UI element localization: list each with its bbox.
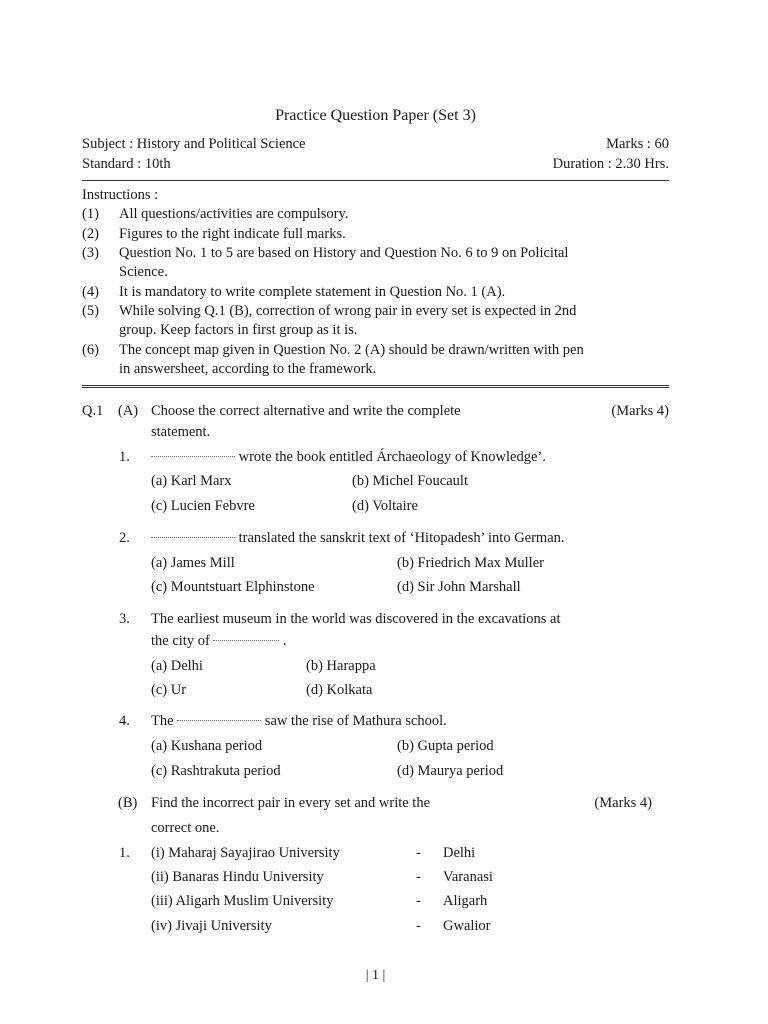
mcq-option: (d) Kolkata bbox=[306, 682, 373, 698]
pair-right: Aligarh bbox=[443, 893, 488, 909]
mcq-stem-text: The bbox=[151, 713, 178, 729]
pair-right: Varanasi bbox=[443, 869, 493, 885]
fill-blank bbox=[151, 537, 235, 538]
question-number: Q.1 bbox=[82, 403, 104, 419]
mcq-stem bbox=[151, 713, 447, 730]
instruction-text: The concept map given in Question No. 2 (A) should be drawn/written with pen bbox=[119, 342, 584, 358]
mcq-option: (b) Harappa bbox=[306, 658, 376, 674]
instruction-text: Figures to the right indicate full marks. bbox=[119, 226, 346, 242]
mcq-option: (d) Voltaire bbox=[352, 498, 418, 514]
pair-dash: - bbox=[416, 918, 421, 934]
mcq-stem bbox=[151, 449, 546, 466]
pair-left: (iii) Aligarh Muslim University bbox=[151, 893, 334, 909]
instruction-text: All questions/activities are compulsory. bbox=[119, 206, 349, 222]
duration-label: Duration : 2.30 Hrs. bbox=[552, 156, 669, 172]
mcq-stem-text: the city of bbox=[151, 633, 214, 649]
mcq-stem bbox=[151, 633, 287, 650]
meta-row-2 bbox=[82, 156, 669, 173]
instruction-number: (2) bbox=[82, 226, 99, 242]
instruction-number: (5) bbox=[82, 303, 99, 319]
mcq-option: (c) Lucien Febvre bbox=[151, 498, 255, 514]
part-label: (B) bbox=[118, 795, 138, 811]
part-marks: (Marks 4) bbox=[594, 795, 652, 811]
pair-right: Delhi bbox=[443, 845, 476, 861]
instructions-divider bbox=[82, 385, 669, 388]
part-marks: (Marks 4) bbox=[611, 403, 669, 419]
pair-left: (i) Maharaj Sayajirao University bbox=[151, 845, 340, 861]
mcq-stem-text: The earliest museum in the world was discovered in the excavations at bbox=[151, 611, 561, 627]
mcq-option: (c) Rashtrakuta period bbox=[151, 763, 281, 779]
marks-label: Marks : 60 bbox=[606, 136, 669, 152]
fill-blank bbox=[177, 720, 261, 721]
subject-label: Subject : History and Political Science bbox=[82, 136, 306, 152]
mcq-option: (d) Sir John Marshall bbox=[397, 579, 521, 595]
instruction-text: group. Keep factors in first group as it is. bbox=[119, 322, 358, 338]
mcq-stem-text: saw the rise of Mathura school. bbox=[261, 713, 447, 729]
pair-dash: - bbox=[416, 893, 421, 909]
mcq-option: (a) Kushana period bbox=[151, 738, 263, 754]
pair-left: (ii) Banaras Hindu University bbox=[151, 869, 324, 885]
header-divider bbox=[82, 180, 669, 181]
mcq-number: 3. bbox=[119, 611, 130, 627]
pair-left: (iv) Jivaji University bbox=[151, 918, 272, 934]
mcq-option: (a) James Mill bbox=[151, 555, 235, 571]
mcq-number: 2. bbox=[119, 530, 130, 546]
part-instruction: statement. bbox=[151, 424, 211, 440]
mcq-number: 1. bbox=[119, 449, 130, 465]
pair-right: Gwalior bbox=[443, 918, 491, 934]
instruction-number: (4) bbox=[82, 284, 99, 300]
mcq-option: (b) Michel Foucault bbox=[352, 473, 468, 489]
standard-label: Standard : 10th bbox=[82, 156, 171, 172]
instruction-text: Science. bbox=[119, 264, 168, 280]
mcq-option: (b) Gupta period bbox=[397, 738, 494, 754]
mcq-stem bbox=[151, 530, 565, 547]
instruction-text: While solving Q.1 (B), correction of wrong pair in every set is expected in 2nd bbox=[119, 303, 577, 319]
part-instruction: Find the incorrect pair in every set and write the bbox=[151, 795, 431, 811]
mcq-option: (c) Mountstuart Elphinstone bbox=[151, 579, 315, 595]
instruction-number: (3) bbox=[82, 245, 99, 261]
mcq-stem-text: translated the sanskrit text of ‘Hitopadesh’ into German. bbox=[235, 530, 565, 546]
page-number: | 1 | bbox=[365, 968, 386, 983]
mcq-option: (a) Karl Marx bbox=[151, 473, 232, 489]
mcq-option: (b) Friedrich Max Muller bbox=[397, 555, 544, 571]
pair-dash: - bbox=[416, 869, 421, 885]
mcq-option: (d) Maurya period bbox=[397, 763, 504, 779]
fill-blank bbox=[151, 456, 235, 457]
set-number: 1. bbox=[119, 845, 130, 861]
paper-title: Practice Question Paper (Set 3) bbox=[275, 107, 476, 124]
instruction-number: (1) bbox=[82, 206, 99, 222]
pair-dash: - bbox=[416, 845, 421, 861]
mcq-option: (a) Delhi bbox=[151, 658, 203, 674]
mcq-number: 4. bbox=[119, 713, 130, 729]
mcq-stem-text: wrote the book entitled Árchaeology of Knowledge’. bbox=[235, 449, 546, 465]
part-label: (A) bbox=[118, 403, 139, 419]
instruction-number: (6) bbox=[82, 342, 99, 358]
instruction-text: It is mandatory to write complete statement in Question No. 1 (A). bbox=[119, 284, 506, 300]
part-instruction: Choose the correct alternative and write the complete bbox=[151, 403, 461, 419]
instruction-text: in answersheet, according to the framework. bbox=[119, 361, 377, 377]
instructions-heading: Instructions : bbox=[82, 187, 159, 203]
mcq-stem-text: . bbox=[279, 633, 287, 649]
mcq-option: (c) Ur bbox=[151, 682, 187, 698]
part-instruction: correct one. bbox=[151, 820, 220, 836]
meta-row-1 bbox=[82, 136, 669, 153]
fill-blank bbox=[213, 640, 279, 641]
instruction-text: Question No. 1 to 5 are based on History and Question No. 6 to 9 on Policital bbox=[119, 245, 569, 261]
